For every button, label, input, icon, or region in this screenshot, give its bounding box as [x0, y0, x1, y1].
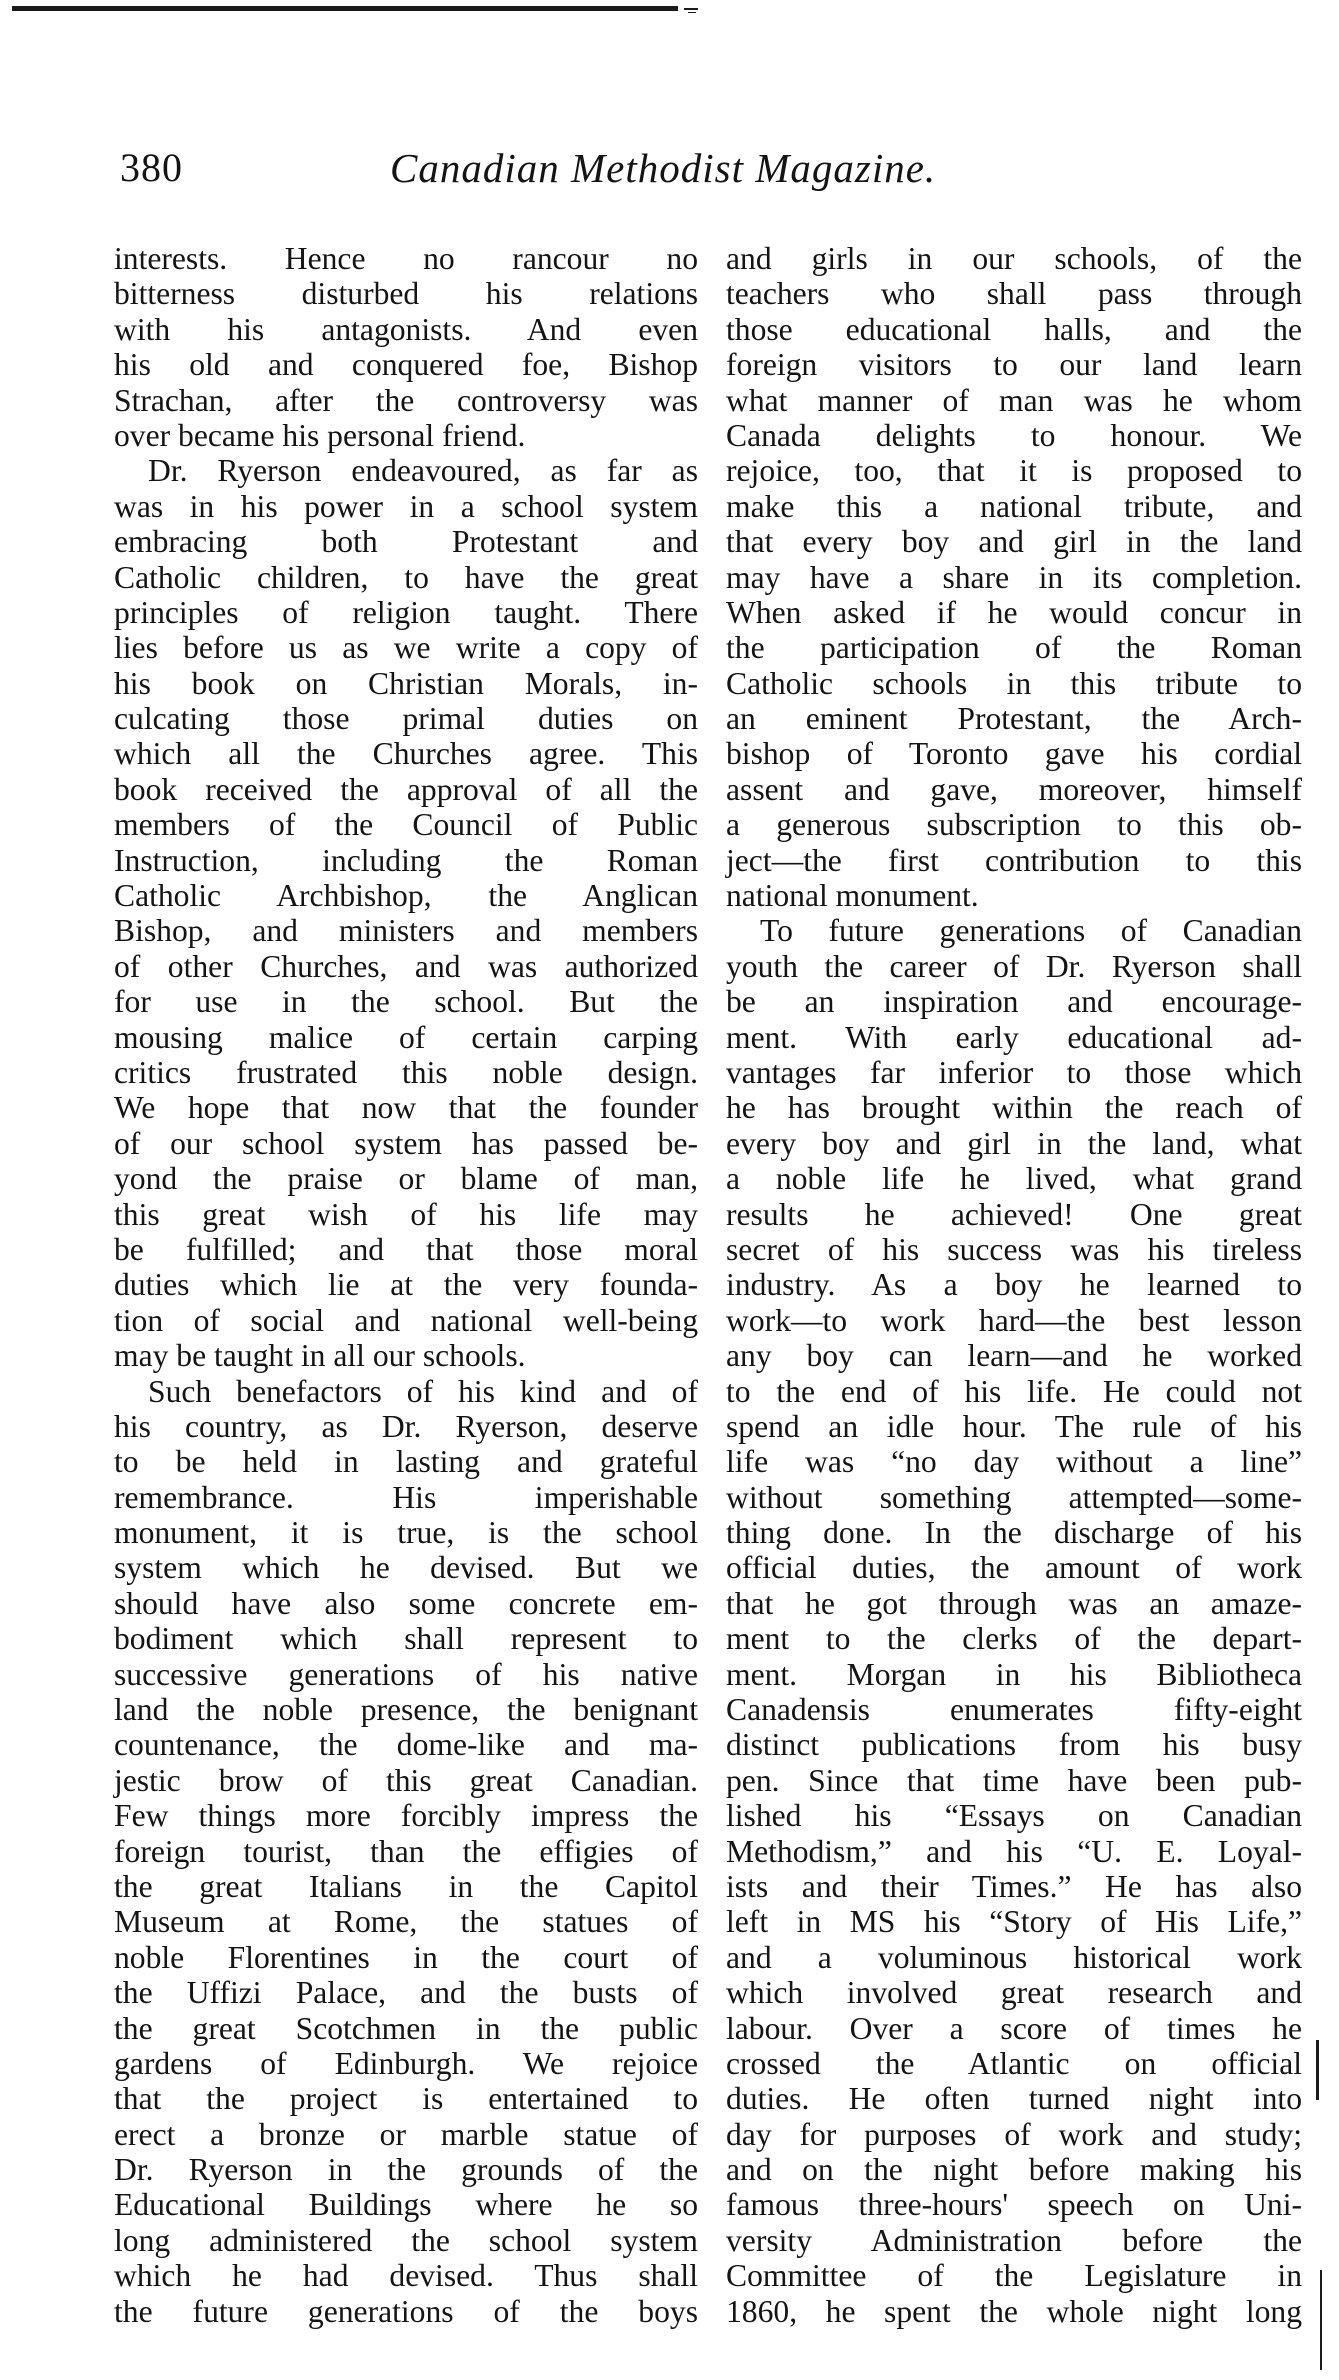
text-line: national monument.: [726, 878, 979, 914]
text-line: of our school system has passed be-: [114, 1125, 698, 1161]
text-line: ject—the first contribution to this: [726, 842, 1302, 878]
text-line: teachers who shall pass through: [726, 276, 1302, 312]
text-line: industry. As a boy he learned to: [726, 1267, 1302, 1303]
page-edge-mark: [1320, 2270, 1322, 2370]
text-line: which involved great research and: [726, 1975, 1302, 2011]
text-line: to be held in lasting and grateful: [114, 1444, 698, 1480]
text-line: left in MS his “Story of His Life,”: [726, 1904, 1302, 1940]
text-line: results he achieved! One great: [726, 1196, 1302, 1232]
text-line: that the project is entertained to: [114, 2081, 698, 2117]
text-line: his country, as Dr. Ryerson, deserve: [114, 1408, 698, 1444]
text-line: We hope that now that the founder: [114, 1090, 698, 1126]
text-line: versity Administration before the: [726, 2222, 1302, 2258]
text-line: Committee of the Legislature in: [726, 2258, 1302, 2294]
text-line: secret of his success was his tireless: [726, 1231, 1302, 1267]
text-line: official duties, the amount of work: [726, 1550, 1302, 1586]
text-line: Catholic schools in this tribute to: [726, 665, 1302, 701]
text-line: assent and gave, moreover, himself: [726, 771, 1302, 807]
text-line: foreign tourist, than the effigies of: [114, 1833, 698, 1869]
text-line: Bishop, and ministers and members: [114, 913, 698, 949]
text-line: which he had devised. Thus shall: [114, 2258, 698, 2294]
text-line: monument, it is true, is the school: [114, 1515, 698, 1551]
text-line: for use in the school. But the: [114, 984, 698, 1020]
text-line: this great wish of his life may: [114, 1196, 698, 1232]
text-line: book received the approval of all the: [114, 771, 698, 807]
text-line: erect a bronze or marble statue of: [114, 2116, 698, 2152]
text-line: over became his personal friend.: [114, 417, 526, 453]
text-line: an eminent Protestant, the Arch-: [726, 701, 1302, 737]
text-line: spend an idle hour. The rule of his: [726, 1408, 1302, 1444]
text-line: long administered the school system: [114, 2222, 698, 2258]
text-line: every boy and girl in the land, what: [726, 1125, 1302, 1161]
text-line: labour. Over a score of times he: [726, 2010, 1302, 2046]
text-line: life was “no day without a line”: [726, 1444, 1302, 1480]
text-line: foreign visitors to our land learn: [726, 347, 1302, 383]
text-line: ment. With early educational ad-: [726, 1019, 1302, 1055]
text-line: may be taught in all our schools.: [114, 1338, 526, 1374]
text-line: and on the night before making his: [726, 2152, 1302, 2188]
page-edge-mark: [1316, 2040, 1319, 2100]
text-line: lies before us as we write a copy of: [114, 630, 698, 666]
text-line: crossed the Atlantic on official: [726, 2045, 1302, 2081]
text-line: remembrance. His imperishable: [114, 1479, 698, 1515]
text-line: that he got through was an amaze-: [726, 1585, 1302, 1621]
text-line: vantages far inferior to those which: [726, 1054, 1302, 1090]
text-line: the future generations of the boys: [114, 2293, 698, 2329]
text-line: principles of religion taught. There: [114, 594, 698, 630]
text-line: which all the Churches agree. This: [114, 736, 698, 772]
text-line: his old and conquered foe, Bishop: [114, 347, 698, 383]
text-line: with his antagonists. And even: [114, 311, 698, 347]
text-line: land the noble presence, the benignant: [114, 1692, 698, 1728]
text-line: Educational Buildings where he so: [114, 2187, 698, 2223]
top-rule-dash: [684, 8, 698, 10]
text-line: any boy can learn—and he worked: [726, 1338, 1302, 1374]
page-number: 380: [120, 145, 183, 190]
text-line: famous three-hours' speech on Uni-: [726, 2187, 1302, 2223]
text-line: Canadensis enumerates fifty-eight: [726, 1692, 1302, 1728]
text-line: be an inspiration and encourage-: [726, 984, 1302, 1020]
text-line: ment. Morgan in his Bibliotheca: [726, 1656, 1302, 1692]
text-line: thing done. In the discharge of his: [726, 1515, 1302, 1551]
text-line: his book on Christian Morals, in-: [114, 665, 698, 701]
text-line: a generous subscription to this ob-: [726, 807, 1302, 843]
right-text-column: [726, 241, 1302, 2329]
text-line: When asked if he would concur in: [726, 594, 1302, 630]
text-line: critics frustrated this noble design.: [114, 1054, 698, 1090]
page-header: [120, 140, 1300, 196]
text-line: yond the praise or blame of man,: [114, 1161, 698, 1197]
text-line: gardens of Edinburgh. We rejoice: [114, 2045, 698, 2081]
text-line: distinct publications from his busy: [726, 1727, 1302, 1763]
text-line: ists and their Times.” He has also: [726, 1868, 1302, 1904]
text-line: 1860, he spent the whole night long: [726, 2293, 1302, 2329]
text-line: day for purposes of work and study;: [726, 2116, 1302, 2152]
text-line: bodiment which shall represent to: [114, 1621, 698, 1657]
text-line: Catholic Archbishop, the Anglican: [114, 878, 698, 914]
text-line: that every boy and girl in the land: [726, 524, 1302, 560]
text-line: be fulfilled; and that those moral: [114, 1231, 698, 1267]
text-line: Instruction, including the Roman: [114, 842, 698, 878]
text-line: jestic brow of this great Canadian.: [114, 1762, 698, 1798]
text-line: Such benefactors of his kind and of: [148, 1373, 698, 1409]
text-line: ment to the clerks of the depart-: [726, 1621, 1302, 1657]
text-line: pen. Since that time have been pub-: [726, 1762, 1302, 1798]
text-line: should have also some concrete em-: [114, 1585, 698, 1621]
text-line: duties. He often turned night into: [726, 2081, 1302, 2117]
text-line: Strachan, after the controversy was: [114, 382, 698, 418]
text-line: culcating those primal duties on: [114, 701, 698, 737]
text-line: the great Scotchmen in the public: [114, 2010, 698, 2046]
text-line: bitterness disturbed his relations: [114, 276, 698, 312]
text-line: make this a national tribute, and: [726, 488, 1302, 524]
text-line: may have a share in its completion.: [726, 559, 1302, 595]
text-line: interests. Hence no rancour no: [114, 241, 698, 276]
text-line: the Uffizi Palace, and the busts of: [114, 1975, 698, 2011]
text-line: lished his “Essays on Canadian: [726, 1798, 1302, 1834]
text-line: To future generations of Canadian: [760, 913, 1302, 949]
text-line: the great Italians in the Capitol: [114, 1868, 698, 1904]
text-line: mousing malice of certain carping: [114, 1019, 698, 1055]
text-line: was in his power in a school system: [114, 488, 698, 524]
running-head: Canadian Methodist Magazine.: [390, 145, 937, 191]
text-line: duties which lie at the very founda-: [114, 1267, 698, 1303]
text-line: he has brought within the reach of: [726, 1090, 1302, 1126]
text-line: and girls in our schools, of the: [726, 241, 1302, 276]
text-line: youth the career of Dr. Ryerson shall: [726, 948, 1302, 984]
text-line: those educational halls, and the: [726, 311, 1302, 347]
text-line: system which he devised. But we: [114, 1550, 698, 1586]
top-rule: [12, 6, 678, 11]
text-line: Few things more forcibly impress the: [114, 1798, 698, 1834]
text-line: Methodism,” and his “U. E. Loyal-: [726, 1833, 1302, 1869]
text-line: Dr. Ryerson in the grounds of the: [114, 2152, 698, 2188]
text-line: what manner of man was he whom: [726, 382, 1302, 418]
text-line: Museum at Rome, the statues of: [114, 1904, 698, 1940]
text-line: bishop of Toronto gave his cordial: [726, 736, 1302, 772]
text-line: tion of social and national well-being: [114, 1302, 698, 1338]
top-rule-dash: [688, 12, 696, 13]
text-line: successive generations of his native: [114, 1656, 698, 1692]
text-line: and a voluminous historical work: [726, 1939, 1302, 1975]
text-line: Dr. Ryerson endeavoured, as far as: [148, 453, 698, 489]
text-line: Catholic children, to have the great: [114, 559, 698, 595]
text-line: Canada delights to honour. We: [726, 417, 1302, 453]
left-text-column: [114, 241, 698, 2329]
text-line: embracing both Protestant and: [114, 524, 698, 560]
text-line: countenance, the dome-like and ma-: [114, 1727, 698, 1763]
text-line: without something attempted—some-: [726, 1479, 1302, 1515]
text-line: a noble life he lived, what grand: [726, 1161, 1302, 1197]
text-line: members of the Council of Public: [114, 807, 698, 843]
text-line: noble Florentines in the court of: [114, 1939, 698, 1975]
text-line: of other Churches, and was authorized: [114, 948, 698, 984]
text-line: work—to work hard—the best lesson: [726, 1302, 1302, 1338]
text-line: the participation of the Roman: [726, 630, 1302, 666]
text-line: rejoice, too, that it is proposed to: [726, 453, 1302, 489]
text-line: to the end of his life. He could not: [726, 1373, 1302, 1409]
